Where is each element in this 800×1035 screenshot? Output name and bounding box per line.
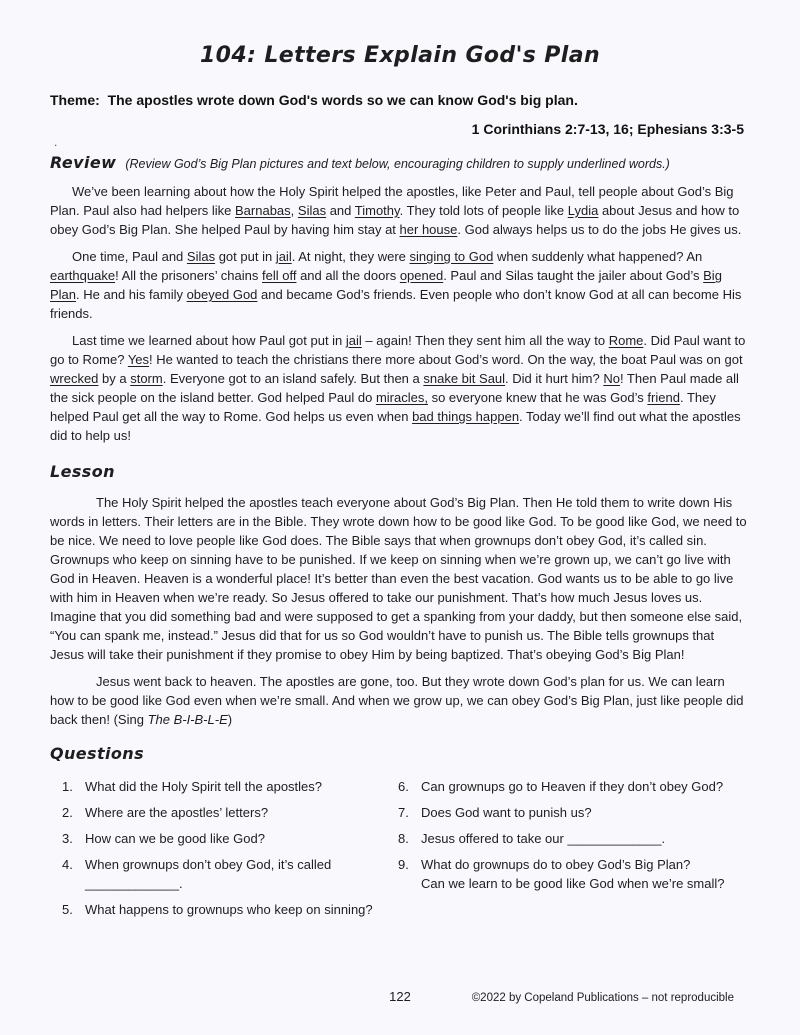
underlined-word: bad things happen (412, 409, 520, 424)
underlined-word: jail (275, 249, 292, 264)
question-number: 2. (62, 805, 73, 820)
underlined-word: opened (399, 268, 444, 283)
text-segment: . Paul and Silas taught the jailer about God’s (443, 268, 704, 283)
underlined-word: Silas (186, 249, 216, 264)
text-segment: One time, Paul and (72, 249, 187, 264)
text-segment: got put in (215, 249, 276, 264)
review-paragraph-3 (50, 331, 750, 445)
question-item (62, 900, 398, 919)
question-number: 6. (398, 779, 409, 794)
text-segment: . They helped Paul get all the way to Rome. God helps us even when (50, 390, 716, 424)
text-segment: . At night, they were (291, 249, 410, 264)
page-title: 104: Letters Explain God's Plan (199, 43, 601, 68)
underlined-word: friend (647, 390, 680, 405)
text-segment: ) (227, 712, 233, 727)
text-segment: Last time we learned about how Paul got put in (72, 333, 346, 348)
question-text: When grownups don’t obey God, it’s called _____________. (85, 857, 332, 891)
question-text: Can grownups go to Heaven if they don’t obey God? (421, 779, 724, 794)
question-text: What happens to grownups who keep on sinning? (85, 902, 373, 917)
question-text: Jesus offered to take our _____________. (421, 831, 666, 846)
underlined-word: storm (130, 371, 163, 386)
question-item (62, 829, 398, 848)
stray-mark: . (54, 135, 58, 149)
text-segment: . God always helps us to do the jobs He gives us. (457, 222, 742, 237)
question-item (398, 855, 750, 893)
underlined-word: her house (399, 222, 458, 237)
question-number: 3. (62, 831, 73, 846)
text-segment: by a (98, 371, 131, 386)
lesson-paragraph-1 (50, 493, 750, 664)
underlined-word: fell off (262, 268, 297, 283)
questions-column-left (62, 777, 398, 926)
text-segment: . Did it hurt him? (505, 371, 604, 386)
question-item (398, 803, 750, 822)
underlined-word: Lydia (567, 203, 599, 218)
text-segment: ! He wanted to teach the christians there more about God’s word. On the way, the boat Paul was on got (149, 352, 743, 367)
underlined-word: Silas (297, 203, 327, 218)
text-segment: . Did Paul want to go to Rome? (50, 333, 746, 367)
question-number: 5. (62, 902, 73, 917)
question-item (62, 803, 398, 822)
question-text: What did the Holy Spirit tell the apostles? (85, 779, 323, 794)
text-segment: ! All the prisoners’ chains (115, 268, 262, 283)
underlined-word: singing to God (409, 249, 494, 264)
underlined-word: Big Plan (50, 268, 722, 302)
underlined-word: wrecked (50, 371, 99, 386)
question-item (398, 829, 750, 848)
underlined-word: earthquake (50, 268, 116, 283)
question-item (398, 777, 750, 796)
text-segment: Jesus went back to heaven. The apostles are gone, too. But they wrote down God’s plan for us. We can learn how to be good like God even when we’re small. And when we grow up, we can obey God’s Big Plan, just like people did back then! (Sing (50, 674, 744, 727)
underlined-word: miracles, (375, 390, 428, 405)
underlined-word: Timothy (354, 203, 400, 218)
question-number: 1. (62, 779, 73, 794)
text-segment: – again! Then they sent him all the way to (361, 333, 609, 348)
lesson-paragraph-2 (50, 672, 750, 729)
review-paragraph-2 (50, 247, 750, 323)
text-segment: and became God’s friends. Even people who don’t know God at all can become His friends. (50, 287, 742, 321)
scripture-reference: 1 Corinthians 2:7-13, 16; Ephesians 3:3-5 (471, 121, 744, 137)
underlined-word: obeyed God (186, 287, 258, 302)
question-text: Where are the apostles’ letters? (85, 805, 269, 820)
text-segment: . He and his family (76, 287, 187, 302)
question-item (62, 777, 398, 796)
review-note: (Review God’s Big Plan pictures and text below, encouraging children to supply underlined words.) (125, 157, 670, 171)
theme-line (50, 91, 750, 110)
question-number: 7. (398, 805, 409, 820)
review-paragraph-1 (50, 182, 750, 239)
underlined-word: snake bit Saul (423, 371, 506, 386)
underlined-word: Rome (608, 333, 644, 348)
text-segment: about Jesus and how to obey God’s Big Plan. She helped Paul by having him stay at (50, 203, 740, 237)
text-segment: . They told lots of people like (399, 203, 568, 218)
question-text: How can we be good like God? (85, 831, 265, 846)
text-segment: The Holy Spirit helped the apostles teach everyone about God’s Big Plan. Then He told them to write down His words in letters. Their letters are in the Bible. They wrote down how to be good like God. To be good like God, we need to be nice. We need to love people like God does. The Bible says that when grownups don’t obey God, it’s called sin. Grownups who keep on sinning have to be punished. If we keep on sinning when we’re grown up, we can’t go live with God in Heaven. Heaven is a wonderful place! It’s better than even the best vacation. God wants us to be able to go live with him in Heaven when we’re ready. So Jesus offered to take our punishment. That’s how much Jesus loves us. Imagine that you did something bad and were supposed to get a spanking from your daddy, but then someone else said, “You can spank me, instead.” Jesus did that for us so God wouldn’t have to punish us. The Bible tells grownups that Jesus will take their punishment if they promise to obey Him by being baptized. That’s obeying God’s Big Plan! (50, 495, 747, 662)
question-item (62, 855, 398, 893)
question-number: 4. (62, 857, 73, 872)
questions-list (62, 777, 750, 926)
review-heading: Review (50, 153, 117, 172)
questions-heading: Questions (50, 744, 145, 763)
underlined-word: Barnabas (235, 203, 291, 218)
italic-text: The B-I-B-L-E (147, 712, 228, 727)
underlined-word: No (603, 371, 620, 386)
text-segment: and all the doors (296, 268, 400, 283)
text-segment: when suddenly what happened? An (493, 249, 703, 264)
questions-column-right (398, 777, 750, 926)
underlined-word: jail (345, 333, 362, 348)
lesson-heading: Lesson (50, 462, 115, 481)
question-text: Does God want to punish us? (421, 805, 592, 820)
text-segment: We’ve been learning about how the Holy Spirit helped the apostles, like Peter and Paul, tell people about God’s Big Plan. Paul also had helpers like (50, 184, 734, 218)
underlined-word: Yes (127, 352, 150, 367)
page-footer (0, 987, 800, 1005)
theme-text: The apostles wrote down God's words so we can know God's big plan. (107, 92, 578, 108)
text-segment: . Today we’ll find out what the apostles did to help us! (50, 409, 741, 443)
question-text: What do grownups do to obey God’s Big Plan? Can we learn to be good like God when we’re small? (421, 857, 725, 891)
question-number: 8. (398, 831, 409, 846)
copyright-notice: ©2022 by Copeland Publications – not reproducible (471, 992, 734, 1004)
theme-label: Theme: (50, 92, 100, 108)
question-number: 9. (398, 857, 409, 872)
text-segment: and (326, 203, 355, 218)
text-segment: so everyone knew that he was God’s (427, 390, 648, 405)
review-heading-line (50, 152, 750, 174)
text-segment: , (290, 203, 298, 218)
page-number: 122 (389, 989, 411, 1004)
text-segment: ! Then Paul made all the sick people on the island better. God helped Paul do (50, 371, 739, 405)
text-segment: . Everyone got to an island safely. But then a (162, 371, 424, 386)
